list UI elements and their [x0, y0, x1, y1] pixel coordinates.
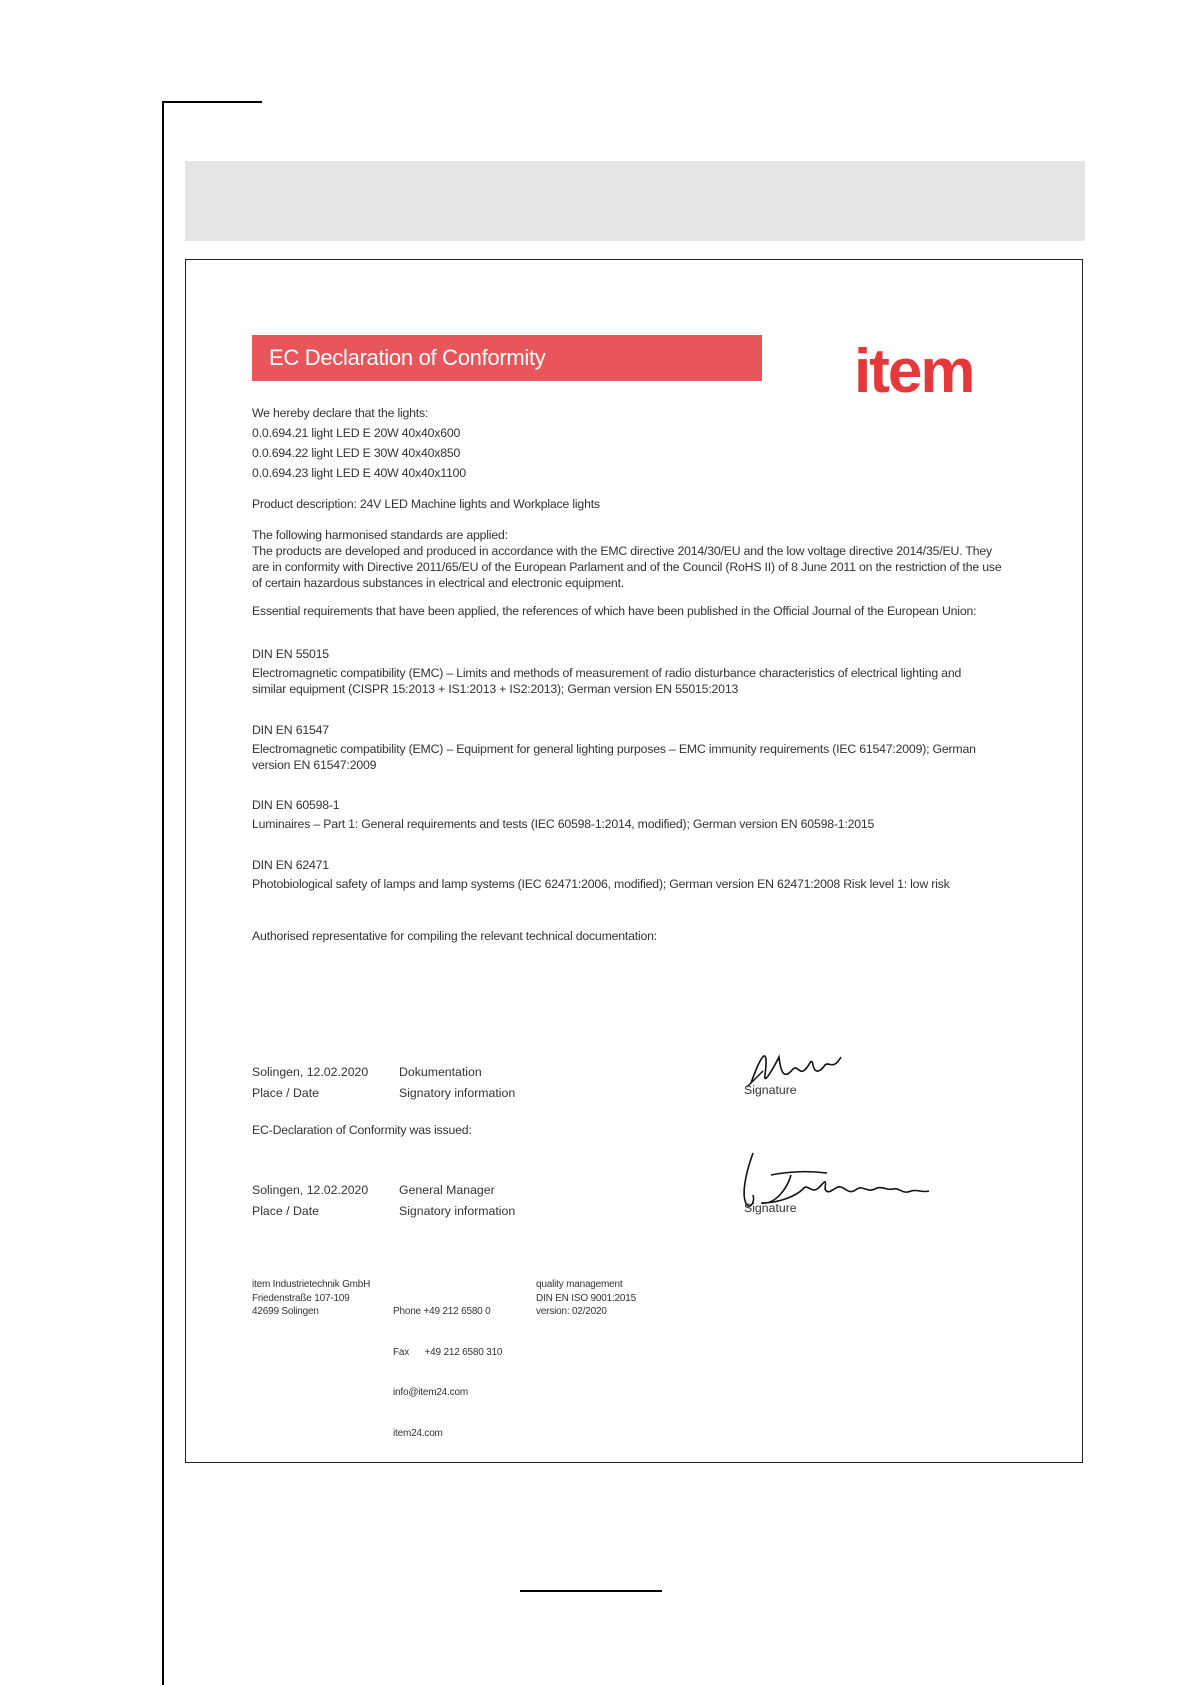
header-bar [185, 161, 1085, 241]
sig1-place-date-block [252, 1062, 368, 1104]
norm-text: Electromagnetic compatibility (EMC) – Limits and methods of measurement of radio disturbance characteristics of electrical lighting and similar equipment (CISPR 15:2013 + IS1:2013 + IS2:2013); German version EN 55015:2013 [252, 666, 962, 696]
footer-line: quality management [536, 1279, 623, 1290]
product-line-3: 0.0.694.23 light LED E 40W 40x40x1100 [252, 466, 466, 480]
sig1-place-date: Solingen, 12.02.2020 [252, 1065, 369, 1079]
item-logo-text: item [854, 337, 974, 404]
footer-line: info@item24.com [393, 1387, 468, 1398]
standards-text: The products are developed and produced in accordance with the EMC directive 2014/30/EU and the low voltage directive 2014/35/EU. They are in conformity with Directive 2011/65/EU of the European Parlament and of the Council (RoHS II) of 8 June 2011 on the restriction of the use of certain hazardous substances in electrical and electronic equipment. [252, 544, 1002, 590]
sig1-signature-label: Signature [744, 1083, 797, 1097]
sig1-place-date-label: Place / Date [252, 1086, 319, 1100]
sig2-role: General Manager [399, 1183, 495, 1197]
intro-text: We hereby declare that the lights: [252, 406, 429, 420]
declaration-image-frame [185, 259, 1083, 1463]
page-left-rule [162, 101, 164, 1685]
sig2-signature-label: Signature [744, 1201, 797, 1215]
footer-contact [393, 1278, 502, 1467]
page-footer-rule [520, 1590, 662, 1592]
page-top-rule [162, 101, 262, 103]
essential-requirements: Essential requirements that have been applied, the references of which have been published in the Official Journal of the European Union: [252, 604, 977, 618]
footer-company [252, 1278, 370, 1319]
item-logo [854, 314, 1014, 404]
declaration-document [186, 260, 1082, 1462]
document-title: EC Declaration of Conformity [252, 335, 762, 381]
sig2-place-date: Solingen, 12.02.2020 [252, 1183, 369, 1197]
norm-text: Electromagnetic compatibility (EMC) – Equipment for general lighting purposes – EMC immunity requirements (IEC 61547:2009); German version EN 61547:2009 [252, 742, 976, 772]
footer-line: item Industrietechnik GmbH [252, 1279, 371, 1290]
norm-code: DIN EN 61547 [252, 723, 329, 737]
sig1-role: Dokumentation [399, 1065, 482, 1079]
sig2-role-label: Signatory information [399, 1204, 516, 1218]
sig1-role-block [399, 1062, 515, 1104]
norm-code: DIN EN 62471 [252, 858, 329, 872]
product-line-2: 0.0.694.22 light LED E 30W 40x40x850 [252, 446, 461, 460]
standards-heading: The following harmonised standards are applied: [252, 528, 508, 542]
footer-quality [536, 1278, 636, 1319]
norm-text: Photobiological safety of lamps and lamp systems (IEC 62471:2006, modified); German version EN 62471:2008 Risk level 1: low risk [252, 877, 950, 891]
norm-code: DIN EN 55015 [252, 647, 329, 661]
footer-line: DIN EN ISO 9001:2015 [536, 1292, 636, 1304]
product-description: Product description: 24V LED Machine lights and Workplace lights [252, 497, 600, 511]
footer-line: Friedenstraße 107-109 [252, 1292, 350, 1304]
product-line-1: 0.0.694.21 light LED E 20W 40x40x600 [252, 426, 461, 440]
footer-line: Fax +49 212 6580 310 [393, 1346, 503, 1358]
sig2-place-date-label: Place / Date [252, 1204, 319, 1218]
norm-code: DIN EN 60598-1 [252, 798, 340, 812]
footer-line: version: 02/2020 [536, 1306, 607, 1317]
sig2-role-block [399, 1180, 515, 1222]
footer-line: 42699 Solingen [252, 1306, 319, 1317]
sig1-role-label: Signatory information [399, 1086, 516, 1100]
authorised-representative: Authorised representative for compiling the relevant technical documentation: [252, 929, 657, 943]
sig2-place-date-block [252, 1180, 368, 1222]
norm-text: Luminaires – Part 1: General requirements and tests (IEC 60598-1:2014, modified); German version EN 60598-1:2015 [252, 817, 875, 831]
issued-text: EC-Declaration of Conformity was issued: [252, 1123, 472, 1137]
footer-line: Phone +49 212 6580 0 [393, 1306, 491, 1317]
footer-line: item24.com [393, 1427, 443, 1439]
